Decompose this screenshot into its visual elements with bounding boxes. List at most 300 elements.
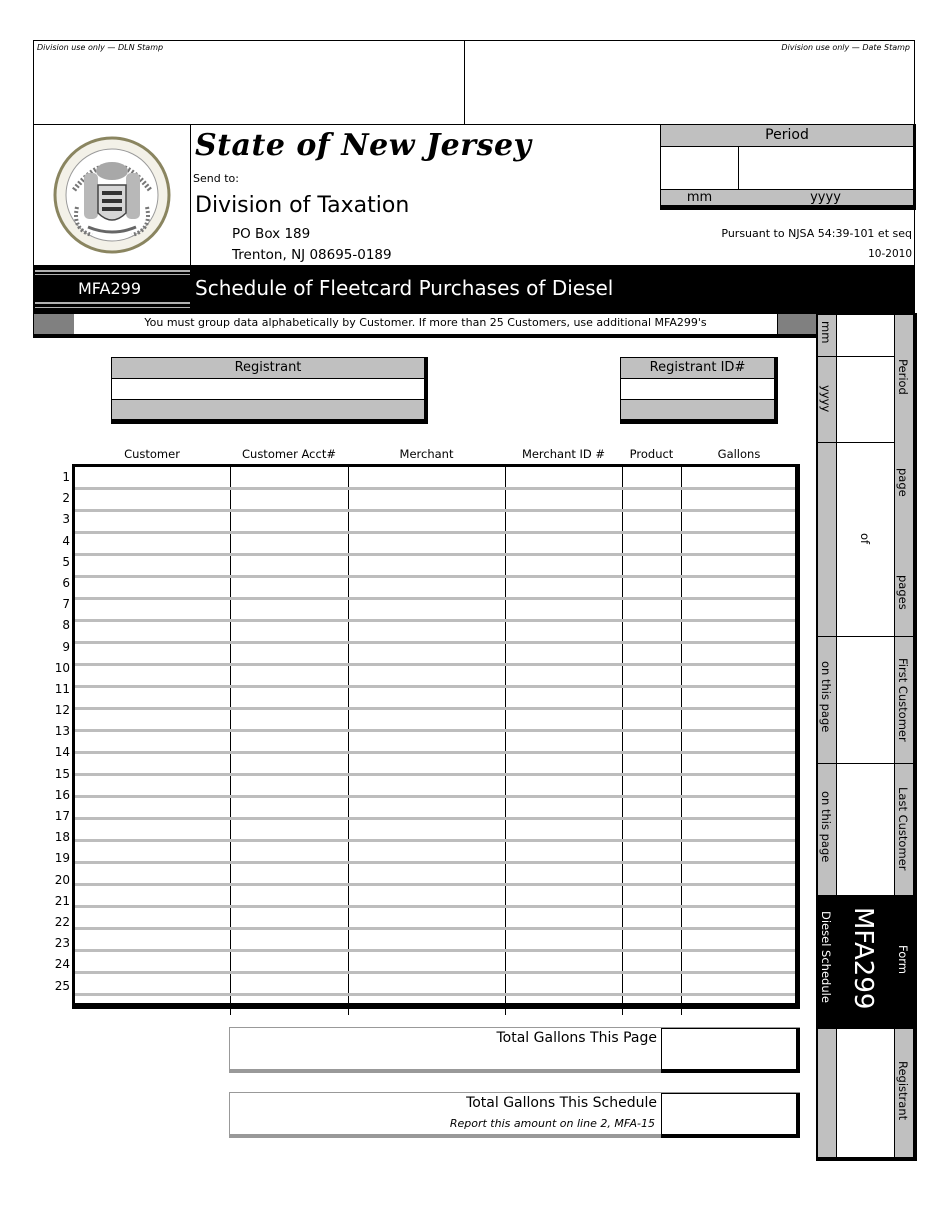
cell-input-gallons[interactable]	[682, 777, 796, 796]
table-cell[interactable]	[505, 730, 622, 752]
cell-input-customer[interactable]	[75, 579, 230, 598]
cell-input-customer-acct[interactable]	[231, 997, 348, 1017]
table-cell[interactable]	[505, 774, 622, 796]
cell-input-customer[interactable]	[75, 975, 230, 994]
table-cell[interactable]	[622, 884, 681, 906]
table-cell[interactable]	[681, 862, 795, 884]
table-cell[interactable]	[505, 840, 622, 862]
cell-input-merchant[interactable]	[349, 645, 505, 664]
table-cell[interactable]	[681, 796, 795, 818]
period-mm-field[interactable]	[661, 147, 738, 189]
cell-input-merchant-id[interactable]	[506, 513, 622, 532]
table-cell[interactable]	[348, 862, 505, 884]
period-mm-input[interactable]	[661, 147, 738, 189]
cell-input-gallons[interactable]	[682, 579, 796, 598]
registrant-id-field[interactable]	[621, 379, 774, 399]
table-cell[interactable]	[75, 532, 230, 554]
table-cell[interactable]	[622, 686, 681, 708]
table-cell[interactable]	[505, 664, 622, 686]
table-cell[interactable]	[622, 664, 681, 686]
cell-input-customer[interactable]	[75, 733, 230, 752]
cell-input-customer[interactable]	[75, 931, 230, 950]
table-cell[interactable]	[622, 796, 681, 818]
table-cell[interactable]	[505, 620, 622, 642]
table-cell[interactable]	[230, 994, 348, 1015]
table-cell[interactable]	[348, 708, 505, 730]
table-cell[interactable]	[505, 467, 622, 488]
cell-input-customer-acct[interactable]	[231, 491, 348, 510]
table-cell[interactable]	[230, 928, 348, 950]
table-cell[interactable]	[505, 906, 622, 928]
cell-input-customer[interactable]	[75, 535, 230, 554]
table-cell[interactable]	[348, 532, 505, 554]
cell-input-gallons[interactable]	[682, 755, 796, 774]
cell-input-customer[interactable]	[75, 887, 230, 906]
table-cell[interactable]	[622, 774, 681, 796]
cell-input-customer-acct[interactable]	[231, 535, 348, 554]
cell-input-product[interactable]	[623, 799, 681, 818]
cell-input-merchant[interactable]	[349, 777, 505, 796]
table-cell[interactable]	[348, 972, 505, 994]
table-cell[interactable]	[622, 994, 681, 1015]
cell-input-customer-acct[interactable]	[231, 799, 348, 818]
table-cell[interactable]	[75, 598, 230, 620]
cell-input-merchant[interactable]	[349, 557, 505, 576]
cell-input-customer[interactable]	[75, 689, 230, 708]
cell-input-gallons[interactable]	[682, 689, 796, 708]
sidebar-last-customer-field[interactable]	[837, 764, 894, 895]
cell-input-gallons[interactable]	[682, 557, 796, 576]
table-cell[interactable]	[348, 620, 505, 642]
cell-input-customer-acct[interactable]	[231, 865, 348, 884]
table-cell[interactable]	[348, 488, 505, 510]
cell-input-customer-acct[interactable]	[231, 468, 348, 488]
cell-input-gallons[interactable]	[682, 601, 796, 620]
cell-input-gallons[interactable]	[682, 733, 796, 752]
registrant-input[interactable]	[112, 380, 424, 400]
cell-input-merchant[interactable]	[349, 601, 505, 620]
cell-input-gallons[interactable]	[682, 821, 796, 840]
table-cell[interactable]	[75, 840, 230, 862]
table-cell[interactable]	[622, 598, 681, 620]
cell-input-product[interactable]	[623, 601, 681, 620]
table-cell[interactable]	[681, 532, 795, 554]
table-cell[interactable]	[505, 928, 622, 950]
cell-input-product[interactable]	[623, 843, 681, 862]
table-cell[interactable]	[622, 862, 681, 884]
table-cell[interactable]	[75, 488, 230, 510]
cell-input-customer[interactable]	[75, 755, 230, 774]
cell-input-merchant-id[interactable]	[506, 623, 622, 642]
table-cell[interactable]	[348, 994, 505, 1015]
cell-input-customer-acct[interactable]	[231, 953, 348, 972]
cell-input-customer-acct[interactable]	[231, 733, 348, 752]
cell-input-merchant-id[interactable]	[506, 821, 622, 840]
cell-input-gallons[interactable]	[682, 997, 796, 1017]
cell-input-merchant[interactable]	[349, 667, 505, 686]
cell-input-gallons[interactable]	[682, 909, 796, 928]
cell-input-product[interactable]	[623, 557, 681, 576]
cell-input-merchant[interactable]	[349, 799, 505, 818]
cell-input-merchant[interactable]	[349, 468, 505, 488]
cell-input-merchant-id[interactable]	[506, 557, 622, 576]
table-cell[interactable]	[622, 532, 681, 554]
cell-input-gallons[interactable]	[682, 645, 796, 664]
table-cell[interactable]	[75, 950, 230, 972]
cell-input-merchant[interactable]	[349, 579, 505, 598]
cell-input-customer[interactable]	[75, 601, 230, 620]
table-cell[interactable]	[348, 884, 505, 906]
cell-input-customer-acct[interactable]	[231, 843, 348, 862]
table-cell[interactable]	[622, 950, 681, 972]
cell-input-product[interactable]	[623, 689, 681, 708]
cell-input-customer-acct[interactable]	[231, 623, 348, 642]
cell-input-customer-acct[interactable]	[231, 755, 348, 774]
cell-input-customer-acct[interactable]	[231, 909, 348, 928]
table-cell[interactable]	[681, 752, 795, 774]
table-cell[interactable]	[230, 840, 348, 862]
table-cell[interactable]	[230, 664, 348, 686]
cell-input-gallons[interactable]	[682, 491, 796, 510]
cell-input-customer[interactable]	[75, 799, 230, 818]
table-cell[interactable]	[681, 994, 795, 1015]
table-cell[interactable]	[681, 972, 795, 994]
table-cell[interactable]	[505, 686, 622, 708]
table-cell[interactable]	[230, 576, 348, 598]
table-cell[interactable]	[75, 994, 230, 1015]
cell-input-customer-acct[interactable]	[231, 975, 348, 994]
cell-input-merchant[interactable]	[349, 843, 505, 862]
cell-input-merchant-id[interactable]	[506, 755, 622, 774]
cell-input-product[interactable]	[623, 953, 681, 972]
cell-input-merchant-id[interactable]	[506, 777, 622, 796]
cell-input-gallons[interactable]	[682, 975, 796, 994]
cell-input-merchant[interactable]	[349, 623, 505, 642]
cell-input-merchant-id[interactable]	[506, 799, 622, 818]
table-cell[interactable]	[230, 884, 348, 906]
cell-input-gallons[interactable]	[682, 667, 796, 686]
table-cell[interactable]	[348, 796, 505, 818]
cell-input-product[interactable]	[623, 535, 681, 554]
table-cell[interactable]	[622, 972, 681, 994]
table-cell[interactable]	[75, 818, 230, 840]
cell-input-merchant[interactable]	[349, 711, 505, 730]
cell-input-product[interactable]	[623, 931, 681, 950]
table-cell[interactable]	[230, 488, 348, 510]
table-cell[interactable]	[75, 862, 230, 884]
table-cell[interactable]	[75, 708, 230, 730]
table-cell[interactable]	[230, 818, 348, 840]
cell-input-product[interactable]	[623, 468, 681, 488]
table-cell[interactable]	[681, 467, 795, 488]
table-cell[interactable]	[681, 818, 795, 840]
cell-input-customer[interactable]	[75, 623, 230, 642]
table-cell[interactable]	[75, 686, 230, 708]
cell-input-merchant-id[interactable]	[506, 579, 622, 598]
cell-input-merchant[interactable]	[349, 535, 505, 554]
table-cell[interactable]	[348, 598, 505, 620]
table-cell[interactable]	[505, 994, 622, 1015]
cell-input-merchant[interactable]	[349, 821, 505, 840]
table-cell[interactable]	[681, 620, 795, 642]
sidebar-yyyy-field[interactable]	[837, 357, 894, 442]
cell-input-customer-acct[interactable]	[231, 513, 348, 532]
total-schedule-field[interactable]	[661, 1093, 800, 1138]
cell-input-customer[interactable]	[75, 953, 230, 972]
table-cell[interactable]	[230, 774, 348, 796]
cell-input-customer[interactable]	[75, 557, 230, 576]
cell-input-customer[interactable]	[75, 468, 230, 488]
table-cell[interactable]	[75, 928, 230, 950]
table-cell[interactable]	[230, 950, 348, 972]
cell-input-product[interactable]	[623, 667, 681, 686]
cell-input-gallons[interactable]	[682, 931, 796, 950]
cell-input-merchant-id[interactable]	[506, 645, 622, 664]
cell-input-merchant[interactable]	[349, 909, 505, 928]
cell-input-merchant-id[interactable]	[506, 887, 622, 906]
cell-input-customer[interactable]	[75, 491, 230, 510]
cell-input-merchant[interactable]	[349, 755, 505, 774]
table-cell[interactable]	[681, 642, 795, 664]
table-cell[interactable]	[230, 620, 348, 642]
cell-input-gallons[interactable]	[682, 711, 796, 730]
total-page-field[interactable]	[661, 1028, 800, 1073]
table-cell[interactable]	[505, 972, 622, 994]
table-cell[interactable]	[681, 598, 795, 620]
cell-input-customer-acct[interactable]	[231, 667, 348, 686]
table-cell[interactable]	[348, 840, 505, 862]
table-cell[interactable]	[230, 532, 348, 554]
table-cell[interactable]	[348, 510, 505, 532]
table-cell[interactable]	[348, 576, 505, 598]
table-cell[interactable]	[348, 774, 505, 796]
cell-input-product[interactable]	[623, 755, 681, 774]
table-cell[interactable]	[230, 554, 348, 576]
cell-input-merchant[interactable]	[349, 997, 505, 1017]
table-cell[interactable]	[622, 818, 681, 840]
table-cell[interactable]	[505, 554, 622, 576]
cell-input-customer-acct[interactable]	[231, 931, 348, 950]
table-cell[interactable]	[622, 554, 681, 576]
table-cell[interactable]	[681, 950, 795, 972]
table-cell[interactable]	[75, 730, 230, 752]
cell-input-gallons[interactable]	[682, 513, 796, 532]
table-cell[interactable]	[505, 752, 622, 774]
cell-input-merchant-id[interactable]	[506, 667, 622, 686]
table-cell[interactable]	[622, 510, 681, 532]
cell-input-merchant-id[interactable]	[506, 997, 622, 1017]
table-cell[interactable]	[681, 554, 795, 576]
cell-input-product[interactable]	[623, 909, 681, 928]
period-yyyy-input[interactable]	[739, 147, 913, 189]
table-cell[interactable]	[230, 642, 348, 664]
cell-input-customer-acct[interactable]	[231, 887, 348, 906]
table-cell[interactable]	[622, 488, 681, 510]
table-cell[interactable]	[505, 818, 622, 840]
cell-input-product[interactable]	[623, 821, 681, 840]
table-cell[interactable]	[75, 906, 230, 928]
table-cell[interactable]	[75, 972, 230, 994]
cell-input-merchant[interactable]	[349, 975, 505, 994]
cell-input-product[interactable]	[623, 491, 681, 510]
cell-input-merchant-id[interactable]	[506, 468, 622, 488]
sidebar-first-customer-field[interactable]	[837, 637, 894, 763]
table-cell[interactable]	[230, 708, 348, 730]
cell-input-customer-acct[interactable]	[231, 821, 348, 840]
table-cell[interactable]	[622, 752, 681, 774]
table-cell[interactable]	[681, 664, 795, 686]
table-cell[interactable]	[348, 752, 505, 774]
cell-input-customer[interactable]	[75, 777, 230, 796]
table-cell[interactable]	[348, 554, 505, 576]
table-cell[interactable]	[505, 598, 622, 620]
table-cell[interactable]	[230, 467, 348, 488]
table-cell[interactable]	[681, 840, 795, 862]
cell-input-merchant-id[interactable]	[506, 953, 622, 972]
cell-input-merchant-id[interactable]	[506, 711, 622, 730]
table-cell[interactable]	[75, 796, 230, 818]
period-yyyy-field[interactable]	[739, 147, 913, 189]
cell-input-customer-acct[interactable]	[231, 579, 348, 598]
cell-input-merchant[interactable]	[349, 733, 505, 752]
table-cell[interactable]	[622, 928, 681, 950]
cell-input-customer[interactable]	[75, 645, 230, 664]
table-cell[interactable]	[75, 884, 230, 906]
table-cell[interactable]	[230, 598, 348, 620]
table-cell[interactable]	[348, 906, 505, 928]
table-cell[interactable]	[348, 950, 505, 972]
cell-input-gallons[interactable]	[682, 843, 796, 862]
table-cell[interactable]	[230, 752, 348, 774]
cell-input-merchant-id[interactable]	[506, 843, 622, 862]
cell-input-customer[interactable]	[75, 513, 230, 532]
table-cell[interactable]	[681, 708, 795, 730]
table-cell[interactable]	[505, 950, 622, 972]
table-cell[interactable]	[505, 796, 622, 818]
table-cell[interactable]	[230, 862, 348, 884]
table-cell[interactable]	[230, 972, 348, 994]
table-cell[interactable]	[681, 510, 795, 532]
cell-input-merchant-id[interactable]	[506, 601, 622, 620]
table-cell[interactable]	[681, 576, 795, 598]
table-cell[interactable]	[348, 928, 505, 950]
table-cell[interactable]	[505, 510, 622, 532]
table-cell[interactable]	[75, 664, 230, 686]
cell-input-gallons[interactable]	[682, 887, 796, 906]
table-cell[interactable]	[348, 730, 505, 752]
cell-input-product[interactable]	[623, 777, 681, 796]
cell-input-merchant[interactable]	[349, 689, 505, 708]
cell-input-customer-acct[interactable]	[231, 777, 348, 796]
table-cell[interactable]	[75, 642, 230, 664]
table-cell[interactable]	[681, 686, 795, 708]
cell-input-product[interactable]	[623, 887, 681, 906]
cell-input-customer[interactable]	[75, 843, 230, 862]
table-cell[interactable]	[681, 730, 795, 752]
table-cell[interactable]	[230, 906, 348, 928]
table-cell[interactable]	[622, 576, 681, 598]
table-cell[interactable]	[622, 708, 681, 730]
table-cell[interactable]	[505, 642, 622, 664]
cell-input-gallons[interactable]	[682, 799, 796, 818]
table-cell[interactable]	[622, 642, 681, 664]
table-cell[interactable]	[348, 642, 505, 664]
table-cell[interactable]	[622, 467, 681, 488]
sidebar-registrant-field[interactable]	[837, 1029, 894, 1157]
registrant-id-input[interactable]	[621, 380, 774, 400]
cell-input-gallons[interactable]	[682, 953, 796, 972]
cell-input-product[interactable]	[623, 579, 681, 598]
cell-input-product[interactable]	[623, 975, 681, 994]
cell-input-customer-acct[interactable]	[231, 645, 348, 664]
table-cell[interactable]	[75, 620, 230, 642]
cell-input-merchant-id[interactable]	[506, 865, 622, 884]
cell-input-product[interactable]	[623, 997, 681, 1017]
table-cell[interactable]	[75, 752, 230, 774]
cell-input-gallons[interactable]	[682, 535, 796, 554]
table-cell[interactable]	[681, 884, 795, 906]
table-cell[interactable]	[622, 840, 681, 862]
cell-input-customer-acct[interactable]	[231, 689, 348, 708]
table-cell[interactable]	[75, 467, 230, 488]
cell-input-product[interactable]	[623, 645, 681, 664]
cell-input-merchant-id[interactable]	[506, 535, 622, 554]
table-cell[interactable]	[75, 576, 230, 598]
cell-input-product[interactable]	[623, 513, 681, 532]
table-cell[interactable]	[681, 928, 795, 950]
table-cell[interactable]	[681, 488, 795, 510]
table-cell[interactable]	[348, 686, 505, 708]
cell-input-customer[interactable]	[75, 865, 230, 884]
cell-input-customer[interactable]	[75, 667, 230, 686]
cell-input-gallons[interactable]	[682, 468, 796, 488]
table-cell[interactable]	[230, 730, 348, 752]
cell-input-product[interactable]	[623, 623, 681, 642]
table-cell[interactable]	[681, 906, 795, 928]
table-cell[interactable]	[75, 554, 230, 576]
cell-input-customer-acct[interactable]	[231, 711, 348, 730]
table-cell[interactable]	[230, 686, 348, 708]
cell-input-merchant-id[interactable]	[506, 491, 622, 510]
table-cell[interactable]	[348, 664, 505, 686]
table-cell[interactable]	[505, 488, 622, 510]
cell-input-merchant-id[interactable]	[506, 909, 622, 928]
table-cell[interactable]	[230, 510, 348, 532]
cell-input-merchant-id[interactable]	[506, 931, 622, 950]
cell-input-product[interactable]	[623, 865, 681, 884]
table-cell[interactable]	[230, 796, 348, 818]
table-cell[interactable]	[348, 467, 505, 488]
table-cell[interactable]	[505, 576, 622, 598]
registrant-field[interactable]	[112, 379, 424, 399]
table-cell[interactable]	[348, 818, 505, 840]
table-cell[interactable]	[622, 906, 681, 928]
table-cell[interactable]	[681, 774, 795, 796]
sidebar-mm-field[interactable]	[837, 315, 894, 356]
cell-input-gallons[interactable]	[682, 623, 796, 642]
cell-input-merchant[interactable]	[349, 865, 505, 884]
cell-input-merchant-id[interactable]	[506, 975, 622, 994]
table-cell[interactable]	[505, 862, 622, 884]
cell-input-product[interactable]	[623, 733, 681, 752]
total-schedule-input[interactable]	[662, 1094, 796, 1134]
cell-input-gallons[interactable]	[682, 865, 796, 884]
cell-input-merchant[interactable]	[349, 513, 505, 532]
cell-input-customer[interactable]	[75, 909, 230, 928]
table-cell[interactable]	[75, 774, 230, 796]
cell-input-merchant[interactable]	[349, 491, 505, 510]
table-cell[interactable]	[622, 730, 681, 752]
